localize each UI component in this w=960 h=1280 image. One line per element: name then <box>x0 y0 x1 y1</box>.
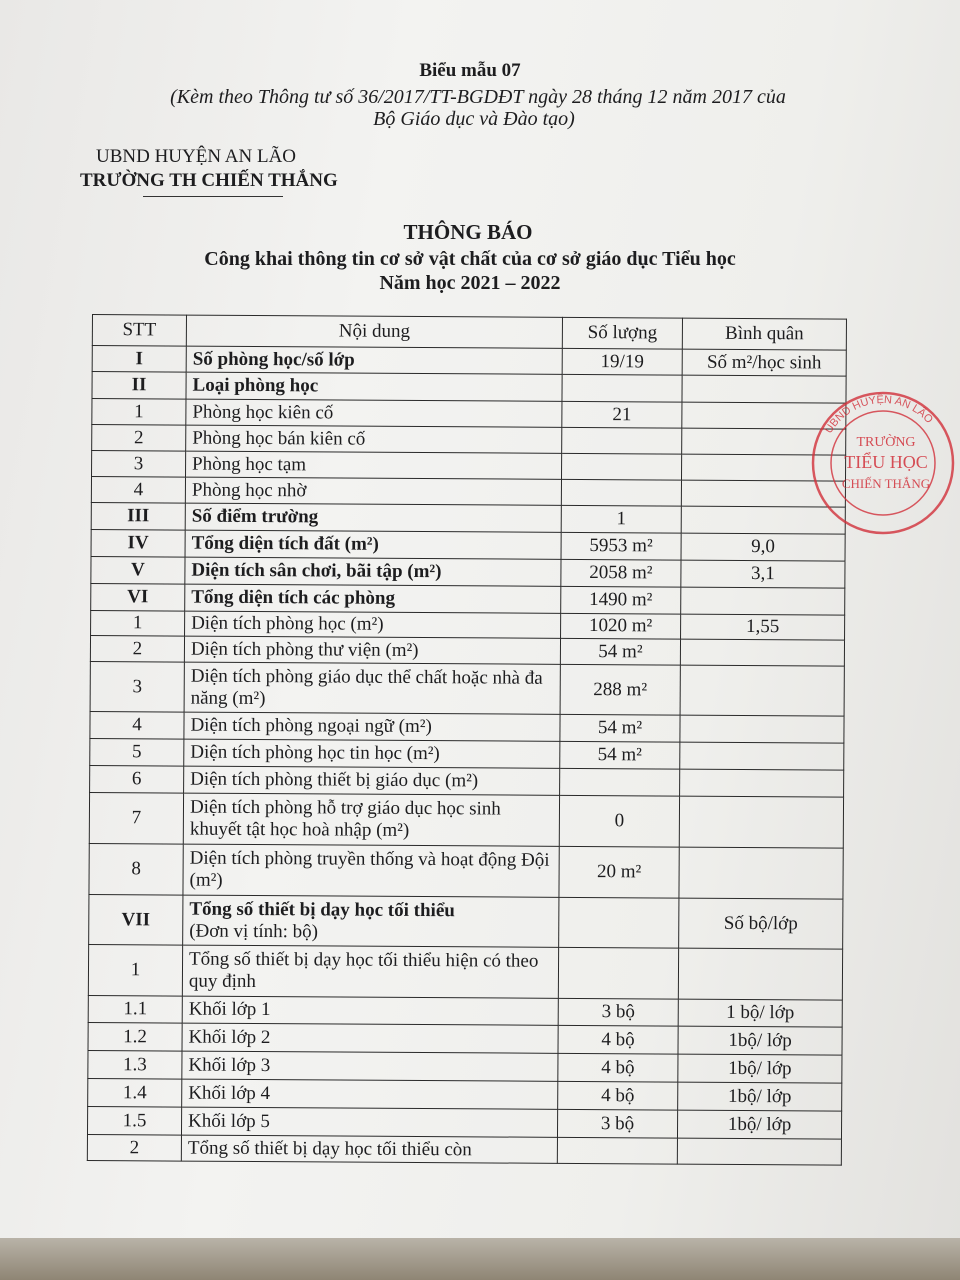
row-stt: 1 <box>91 610 185 636</box>
column-header-quantity: Số lượng <box>562 317 682 349</box>
row-average: 3,1 <box>681 560 845 588</box>
row-content: Tổng số thiết bị dạy học tối thiểu còn <box>181 1135 557 1163</box>
row-content: Khối lớp 1 <box>182 996 558 1025</box>
notice-subtitle: Công khai thông tin cơ sở vật chất của cơ sở giáo dục Tiểu học <box>204 248 736 270</box>
column-header-average: Bình quân <box>682 318 846 350</box>
row-stt: 1 <box>92 399 186 426</box>
row-average <box>680 769 844 797</box>
row-content: Loại phòng học <box>186 372 562 401</box>
row-stt: III <box>91 502 185 530</box>
row-quantity: 20 m² <box>559 846 679 898</box>
row-quantity: 54 m² <box>560 741 680 769</box>
row-quantity: 288 m² <box>560 664 680 715</box>
row-stt: 1 <box>88 944 182 996</box>
row-quantity: 5953 m² <box>561 532 681 560</box>
row-quantity: 1020 m² <box>561 613 681 639</box>
stamp-ring-text: UBND HUYỆN AN LÃO <box>822 393 936 436</box>
row-content: Diện tích phòng học tin học (m²) <box>184 739 560 768</box>
row-stt: 1.4 <box>88 1078 182 1107</box>
row-content: Phòng học kiên cố <box>186 399 562 427</box>
authority-name: UBND HUYỆN AN LÃO <box>96 146 297 167</box>
row-quantity: 1 <box>561 505 681 533</box>
row-stt: VI <box>91 583 185 611</box>
row-average: 1 bộ/ lớp <box>678 999 842 1027</box>
facilities-table <box>87 314 847 1166</box>
row-average <box>677 1138 841 1165</box>
row-average <box>680 639 844 666</box>
row-content: Phòng học nhờ <box>185 477 561 505</box>
row-average: 1bộ/ lớp <box>678 1054 842 1083</box>
row-content: Số điểm trường <box>185 503 561 532</box>
row-content: Khối lớp 5 <box>181 1107 557 1137</box>
row-content: Khối lớp 2 <box>182 1023 558 1053</box>
row-content: Số phòng học/số lớp <box>186 346 562 374</box>
row-average: 1bộ/ lớp <box>677 1110 841 1139</box>
row-stt: 4 <box>91 477 185 504</box>
row-quantity <box>557 1137 677 1164</box>
row-average <box>679 847 843 899</box>
column-header-stt: STT <box>92 315 186 347</box>
table-row <box>90 661 844 716</box>
row-stt: II <box>92 372 186 400</box>
row-quantity <box>558 947 678 999</box>
row-content-main: Tổng số thiết bị dạy học tối thiểu <box>189 898 455 921</box>
table-body <box>87 346 846 1166</box>
row-content: Tổng số thiết bị dạy học tối thiểu hiện có theo quy định <box>182 945 558 998</box>
form-number: Biểu mẫu 07 <box>419 60 521 81</box>
circular-reference-line1: (Kèm theo Thông tư số 36/2017/TT-BGDĐT ngày 28 tháng 12 năm 2017 của <box>170 86 786 108</box>
row-average: Số m²/học sinh <box>682 349 846 376</box>
notice-title: THÔNG BÁO <box>403 220 533 244</box>
row-quantity: 19/19 <box>562 348 682 375</box>
row-content: Tổng diện tích các phòng <box>185 584 561 613</box>
row-stt: 7 <box>89 792 183 844</box>
row-stt: VII <box>89 894 183 945</box>
row-stt: 2 <box>87 1134 181 1161</box>
row-stt: V <box>91 556 185 584</box>
table-header-row <box>92 315 846 351</box>
row-average <box>678 948 842 1000</box>
row-quantity: 4 bộ <box>558 1025 678 1054</box>
row-content: Khối lớp 4 <box>182 1079 558 1109</box>
row-quantity <box>561 479 681 506</box>
row-quantity: 54 m² <box>560 638 680 665</box>
table-row <box>89 894 843 949</box>
school-year: Năm học 2021 – 2022 <box>379 272 561 294</box>
row-quantity <box>561 453 681 480</box>
row-average: 1bộ/ lớp <box>678 1026 842 1055</box>
row-content: Phòng học bán kiên cố <box>186 425 562 453</box>
circular-reference-line2: Bộ Giáo dục và Đào tạo) <box>373 108 575 130</box>
row-quantity: 3 bộ <box>558 998 678 1026</box>
row-content: Diện tích phòng thiết bị giáo dục (m²) <box>184 766 560 795</box>
row-quantity: 2058 m² <box>561 559 681 587</box>
row-quantity <box>559 897 679 948</box>
row-stt: 1.3 <box>88 1050 182 1079</box>
row-quantity: 1490 m² <box>561 586 681 614</box>
row-quantity: 4 bộ <box>558 1081 678 1110</box>
row-quantity: 3 bộ <box>557 1109 677 1138</box>
table-row <box>87 1134 841 1165</box>
row-stt: 6 <box>90 765 184 793</box>
row-content: Diện tích phòng giáo dục thể chất hoặc nhà đa năng (m²) <box>184 662 560 714</box>
row-quantity <box>562 374 682 402</box>
row-average: Số bộ/lớp <box>679 898 843 949</box>
row-stt: 2 <box>92 425 186 452</box>
row-quantity <box>562 427 682 454</box>
row-stt: 1.1 <box>88 995 182 1023</box>
row-content: Diện tích phòng học (m²) <box>185 611 561 638</box>
row-stt: IV <box>91 529 185 557</box>
row-stt: 1.5 <box>87 1106 181 1135</box>
row-content <box>183 895 559 947</box>
row-stt: 5 <box>90 738 184 766</box>
school-seal-stamp <box>808 388 958 538</box>
row-stt: 8 <box>89 843 183 895</box>
stamp-line2: TIỂU HỌC <box>844 452 928 472</box>
row-stt: I <box>92 346 186 373</box>
school-name: TRƯỜNG TH CHIẾN THẮNG <box>80 170 338 191</box>
row-average: 1bộ/ lớp <box>678 1082 842 1111</box>
row-average <box>680 665 844 716</box>
row-average: 1,55 <box>681 614 845 640</box>
stamp-line3: CHIẾN THẮNG <box>841 476 931 491</box>
row-content: Diện tích phòng truyền thống và hoạt động Đội (m²) <box>183 844 559 897</box>
stamp-line1: TRƯỜNG <box>856 435 916 450</box>
row-content: Diện tích phòng thư viện (m²) <box>184 636 560 664</box>
column-header-content: Nội dung <box>186 315 562 348</box>
row-quantity: 4 bộ <box>558 1053 678 1082</box>
row-content: Khối lớp 3 <box>182 1051 558 1081</box>
row-content: Tổng diện tích đất (m²) <box>185 530 561 559</box>
school-name-underline <box>143 196 283 197</box>
table-row <box>89 792 843 848</box>
row-stt: 4 <box>90 711 184 739</box>
row-average: 9,0 <box>681 533 845 561</box>
row-content: Phòng học tạm <box>186 451 562 479</box>
row-stt: 2 <box>90 635 184 662</box>
desk-surface <box>0 1238 960 1280</box>
row-quantity <box>560 768 680 796</box>
row-quantity: 21 <box>562 401 682 428</box>
row-average <box>679 796 843 848</box>
row-stt: 3 <box>90 661 184 712</box>
table-row <box>89 843 843 899</box>
row-average <box>680 742 844 770</box>
table-row <box>88 944 842 1000</box>
row-quantity: 0 <box>559 795 679 847</box>
row-content: Diện tích phòng ngoại ngữ (m²) <box>184 712 560 741</box>
svg-text:UBND HUYỆN AN LÃO <box>823 393 936 436</box>
row-average <box>680 715 844 743</box>
row-stt: 1.2 <box>88 1022 182 1051</box>
row-stt: 3 <box>92 451 186 478</box>
row-content-unit: (Đơn vị tính: bộ) <box>189 920 319 942</box>
row-quantity: 54 m² <box>560 714 680 742</box>
row-content: Diện tích sân chơi, bãi tập (m²) <box>185 557 561 586</box>
row-average <box>681 587 845 615</box>
row-content: Diện tích phòng hỗ trợ giáo dục học sinh khuyết tật học hoà nhập (m²) <box>183 793 559 846</box>
